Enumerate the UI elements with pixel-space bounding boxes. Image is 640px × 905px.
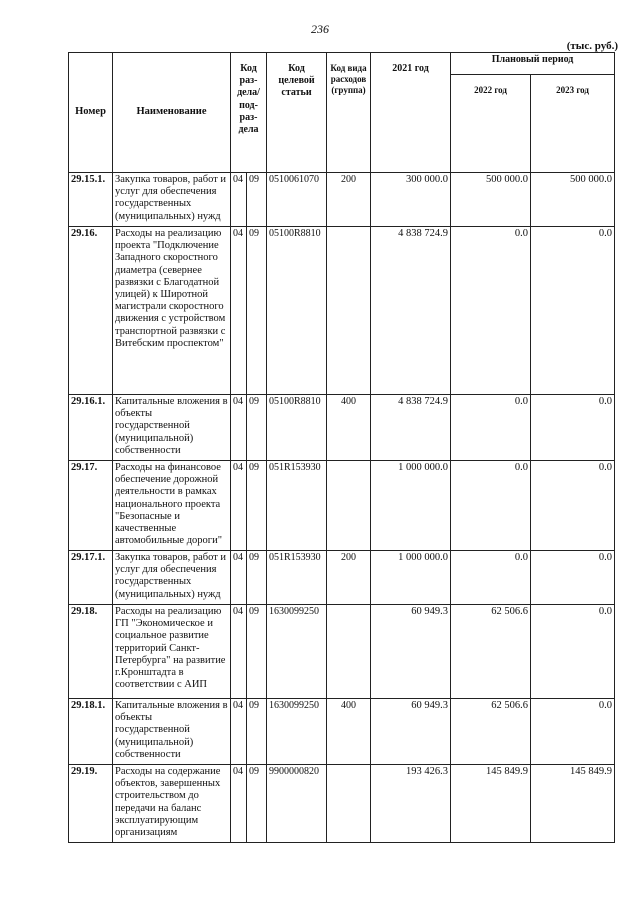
- row-name: Капитальные вложения в объекты государственной (муниципальной) собственности: [113, 699, 231, 765]
- row-name: Расходы на реализацию ГП "Экономическое и социальное развитие территорий Санкт-Петербурга" на развитие г.Кронштадта в соответствии с АИП: [113, 605, 231, 699]
- row-number: 29.18.1.: [69, 699, 113, 765]
- row-subsection: 09: [247, 395, 267, 461]
- row-subsection: 09: [247, 227, 267, 395]
- row-target: 1630099250: [267, 699, 327, 765]
- row-expense-type: [327, 765, 371, 843]
- row-2022: 500 000.0: [451, 173, 531, 227]
- row-subsection: 09: [247, 173, 267, 227]
- table-row: [69, 699, 615, 765]
- row-number: 29.19.: [69, 765, 113, 843]
- row-2022: 0.0: [451, 395, 531, 461]
- row-2022: 0.0: [451, 461, 531, 551]
- table-row: [69, 173, 615, 227]
- row-subsection: 09: [247, 605, 267, 699]
- row-target: 9900000820: [267, 765, 327, 843]
- row-target: 051R153930: [267, 551, 327, 605]
- header-expense-type: Код вида расходов (группа): [327, 53, 371, 173]
- row-2023: 145 849.9: [531, 765, 615, 843]
- row-expense-type: 400: [327, 395, 371, 461]
- row-2021: 60 949.3: [371, 605, 451, 699]
- row-section: 04: [231, 461, 247, 551]
- row-number: 29.16.1.: [69, 395, 113, 461]
- row-2023: 0.0: [531, 227, 615, 395]
- row-target: 05100R8810: [267, 395, 327, 461]
- row-2023: 0.0: [531, 699, 615, 765]
- row-expense-type: 200: [327, 173, 371, 227]
- row-target: 051R153930: [267, 461, 327, 551]
- row-2022: 62 506.6: [451, 699, 531, 765]
- row-expense-type: [327, 227, 371, 395]
- table-row: [69, 605, 615, 699]
- budget-table: [68, 52, 615, 843]
- table-row: [69, 461, 615, 551]
- row-2023: 0.0: [531, 605, 615, 699]
- row-expense-type: [327, 461, 371, 551]
- row-2021: 60 949.3: [371, 699, 451, 765]
- row-section: 04: [231, 173, 247, 227]
- row-subsection: 09: [247, 551, 267, 605]
- row-section: 04: [231, 765, 247, 843]
- table-row: [69, 395, 615, 461]
- table-body: [69, 173, 615, 843]
- row-number: 29.18.: [69, 605, 113, 699]
- row-name: Расходы на реализацию проекта "Подключение Западного скоростного диаметра (севернее развязки с Благодатной улицей) к Широтной магистрали скоростного движения с устройством транспортной развязки с Витебским проспектом": [113, 227, 231, 395]
- row-2023: 0.0: [531, 461, 615, 551]
- row-section: 04: [231, 605, 247, 699]
- row-2021: 4 838 724.9: [371, 227, 451, 395]
- row-section: 04: [231, 395, 247, 461]
- table-row: [69, 227, 615, 395]
- header-section: Код раз-дела/ под-раз-дела: [231, 53, 267, 173]
- header-name: Наименование: [113, 53, 231, 173]
- row-expense-type: 400: [327, 699, 371, 765]
- row-2021: 1 000 000.0: [371, 461, 451, 551]
- row-2023: 0.0: [531, 551, 615, 605]
- header-year-2023: 2023 год: [531, 75, 615, 173]
- page-number: 236: [311, 22, 329, 36]
- row-target: 05100R8810: [267, 227, 327, 395]
- header-year-2021: 2021 год: [371, 53, 451, 173]
- header-target: Код целевой статьи: [267, 53, 327, 173]
- units-label: (тыс. руб.): [566, 40, 618, 52]
- row-2022: 0.0: [451, 227, 531, 395]
- row-2021: 4 838 724.9: [371, 395, 451, 461]
- row-name: Расходы на финансовое обеспечение дорожной деятельности в рамках национального проекта "Безопасные и качественные автомобильные дороги": [113, 461, 231, 551]
- row-name: Закупка товаров, работ и услуг для обеспечения государственных (муниципальных) нужд: [113, 551, 231, 605]
- row-number: 29.17.: [69, 461, 113, 551]
- row-target: 0510061070: [267, 173, 327, 227]
- row-name: Капитальные вложения в объекты государственной (муниципальной) собственности: [113, 395, 231, 461]
- row-2022: 145 849.9: [451, 765, 531, 843]
- table-row: [69, 551, 615, 605]
- row-2021: 1 000 000.0: [371, 551, 451, 605]
- row-2022: 0.0: [451, 551, 531, 605]
- row-section: 04: [231, 699, 247, 765]
- row-expense-type: 200: [327, 551, 371, 605]
- row-subsection: 09: [247, 765, 267, 843]
- row-2023: 0.0: [531, 395, 615, 461]
- table-row: [69, 765, 615, 843]
- row-section: 04: [231, 227, 247, 395]
- header-number: Номер: [69, 53, 113, 173]
- row-expense-type: [327, 605, 371, 699]
- row-2022: 62 506.6: [451, 605, 531, 699]
- row-name: Закупка товаров, работ и услуг для обеспечения государственных (муниципальных) нужд: [113, 173, 231, 227]
- row-2023: 500 000.0: [531, 173, 615, 227]
- row-2021: 300 000.0: [371, 173, 451, 227]
- header-year-2022: 2022 год: [451, 75, 531, 173]
- row-subsection: 09: [247, 461, 267, 551]
- row-target: 1630099250: [267, 605, 327, 699]
- header-planned-period: Плановый период: [451, 53, 615, 75]
- row-name: Расходы на содержание объектов, завершенных строительством до передачи на баланс эксплуатирующим организациям: [113, 765, 231, 843]
- row-number: 29.16.: [69, 227, 113, 395]
- row-section: 04: [231, 551, 247, 605]
- row-number: 29.15.1.: [69, 173, 113, 227]
- row-2021: 193 426.3: [371, 765, 451, 843]
- row-number: 29.17.1.: [69, 551, 113, 605]
- row-subsection: 09: [247, 699, 267, 765]
